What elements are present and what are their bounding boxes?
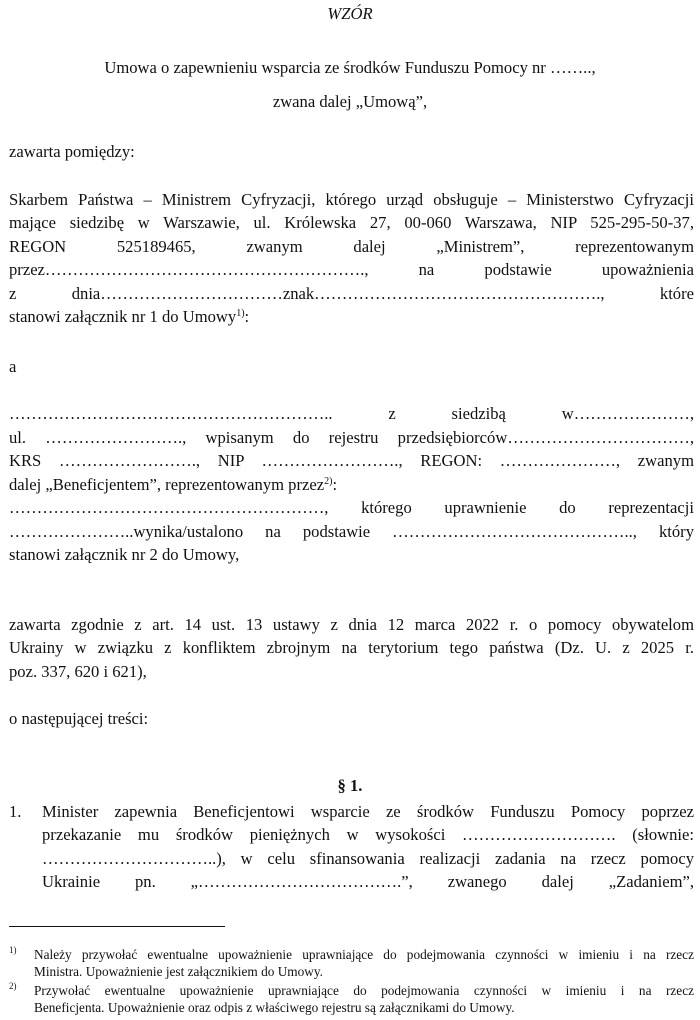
document-title: Umowa o zapewnieniu wsparcia ze środków Funduszu Pomocy nr …….., — [104, 58, 596, 77]
conjunction-text: a — [9, 357, 17, 376]
line-text: : — [332, 475, 338, 494]
document-label: WZÓR — [327, 4, 373, 23]
intro-text: zawarta pomiędzy: — [9, 142, 135, 161]
footnote-line: Ministra. Upoważnienie jest załącznikiem do Umowy. — [34, 964, 323, 979]
section-heading: § 1. — [337, 776, 363, 795]
line-text: stanowi załącznik nr 1 do Umowy — [9, 307, 237, 326]
paragraph-line: Skarbem Państwa – Ministrem Cyfryzacji, którego urząd obsługuje – Ministerstwo Cyfryzacji — [9, 190, 694, 209]
footnote-line: Beneficjenta. Upoważnienie oraz odpis z właściwego rejestru są załącznikami do Umowy. — [34, 1000, 515, 1015]
paragraph-line: KRS ……………………., NIP ……………………., REGON: …………………, zwanym — [9, 451, 694, 470]
content-intro: o następującej treści: — [9, 709, 149, 728]
paragraph-line: z dnia……………………………znak……………………………………………., które — [9, 284, 694, 303]
footnote-ref[interactable]: 1) — [236, 308, 245, 319]
footnote-separator — [9, 926, 225, 927]
paragraph-line — [9, 307, 694, 327]
paragraph-line: …………………………..), w celu sfinansowania realizacji zadania na rzecz pomocy — [42, 849, 694, 868]
paragraph-line: ul. ……………………., wpisanym do rejestru przedsiębiorców……………………………, — [9, 428, 694, 447]
paragraph-line: …………………..wynika/ustalono na podstawie …………………………………….., który — [9, 522, 694, 541]
paragraph-line: przekazanie mu środków pieniężnych w wysokości ………………………. (słownie: — [42, 825, 694, 844]
document-subtitle: zwana dalej „Umową”, — [272, 92, 428, 111]
footnote-line: Należy przywołać ewentualne upoważnienie uprawniające do podejmowania czynności w imieniu i na rzecz — [34, 947, 694, 962]
paragraph-line: Ukrainy w związku z konfliktem zbrojnym na terytorium tego państwa (Dz. U. z 2025 r. — [9, 638, 694, 657]
paragraph-line: ………………………………………………….. z siedzibą w…………………, — [9, 404, 694, 423]
paragraph-line: zawarta zgodnie z art. 14 ust. 13 ustawy z dnia 12 marca 2022 r. o pomocy obywatelom — [9, 615, 694, 634]
item-number: 1. — [9, 802, 22, 821]
paragraph-line: stanowi załącznik nr 2 do Umowy, — [9, 545, 240, 564]
footnote-ref[interactable]: 2) — [324, 476, 333, 487]
paragraph-line: przez…………………………………………………., na podstawie upoważnienia — [9, 260, 694, 279]
paragraph-line: Ukrainie pn. „……………………………….”, zwanego dalej „Zadaniem”, — [42, 872, 694, 891]
paragraph-line: REGON 525189465, zwanym dalej „Ministrem”, reprezentowanym — [9, 237, 694, 256]
line-text: : — [244, 307, 250, 326]
paragraph-line: Minister zapewnia Beneficjentowi wsparcie ze środków Funduszu Pomocy poprzez — [42, 802, 694, 821]
footnote-line: Przywołać ewentualne upoważnienie uprawniające do podejmowania czynności w imieniu i na rzecz — [34, 983, 694, 998]
paragraph-line: mające siedzibę w Warszawie, ul. Królewska 27, 00-060 Warszawa, NIP 525-295-50-37, — [9, 213, 694, 232]
footnote-mark: 1) — [9, 945, 17, 955]
paragraph-line: poz. 337, 620 i 621), — [9, 662, 147, 681]
line-text: dalej „Beneficjentem”, reprezentowanym przez — [9, 475, 325, 494]
footnote-mark: 2) — [9, 981, 17, 991]
paragraph-line: …………………………………………………, którego uprawnienie do reprezentacji — [9, 498, 694, 517]
paragraph-line — [9, 475, 694, 495]
